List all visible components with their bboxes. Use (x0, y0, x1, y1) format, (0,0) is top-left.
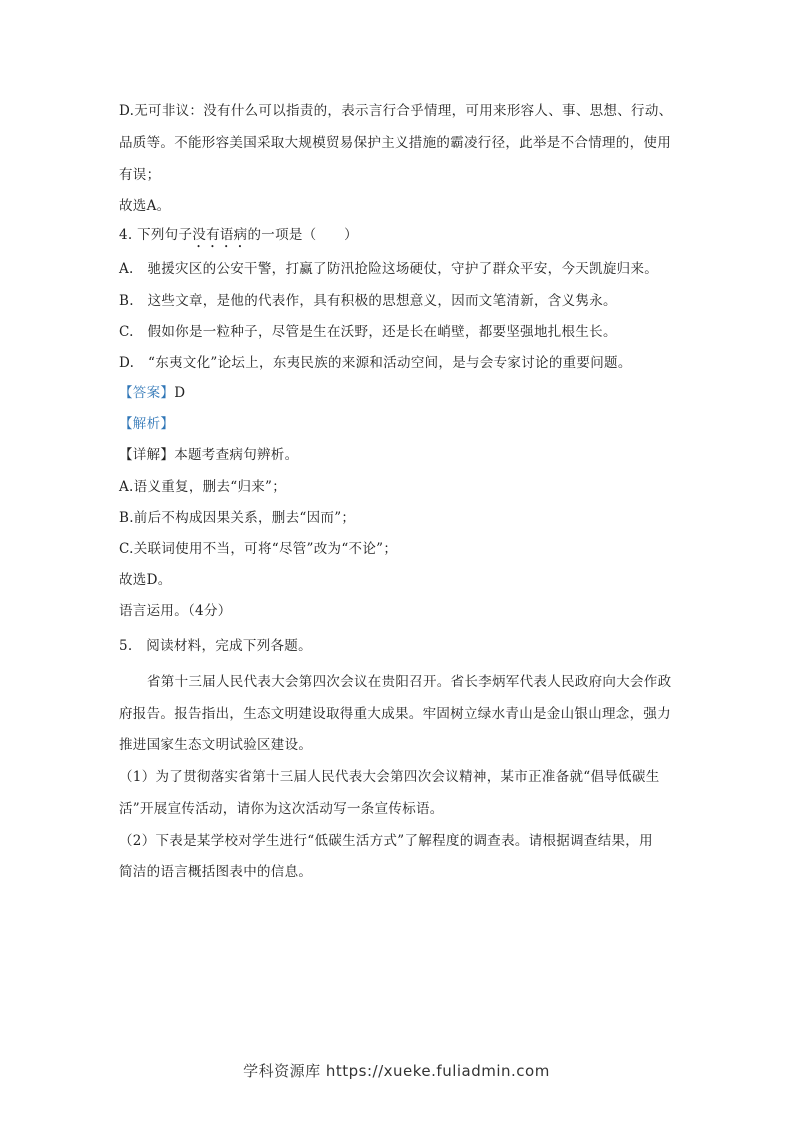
q5-sub2-line-2: 简洁的语言概括图表中的信息。 (119, 864, 313, 880)
q4-conclusion: 故选D。 (119, 572, 172, 588)
q5-sub1-line-2: 活”开展宣传活动，请你为这次活动写一条宣传标语。 (119, 801, 444, 817)
analysis-tag: 【解析】 (119, 416, 175, 432)
d-explain-line-1: D.无可非议：没有什么可以指责的，表示言行合乎情理，可用来形容人、事、思想、行动、 (119, 103, 673, 119)
q4-option-b: B. 这些文章，是他的代表作，具有积极的思想意义，因而文笔清新，含义隽永。 (119, 293, 617, 309)
q4-option-c: C. 假如你是一粒种子，尽管是生在沃野，还是长在峭壁，都要坚强地扎根生长。 (119, 324, 617, 340)
q4-explanation-c: C.关联词使用不当，可将“尽管”改为“不论”； (119, 541, 398, 557)
q4-stem-suffix: 的一项是（ ） (247, 227, 358, 243)
d-explain-conclusion: 故选A。 (119, 198, 171, 214)
q4-explanation-a: A.语义重复，删去“归来”； (119, 479, 287, 495)
q4-option-a: A. 驰援灾区的公安干警，打赢了防汛抢险这场硬仗，守护了群众平安，今天凯旋归来。 (119, 261, 659, 277)
q4-option-d: D. “东夷文化”论坛上，东夷民族的来源和活动空间，是与会专家讨论的重要问题。 (119, 355, 632, 371)
d-explain-line-3: 有误； (119, 167, 161, 183)
q5-material-line-1: 省第十三届人民代表大会第四次会议在贵阳召开。省长李炳军代表人民政府向大会作政 (147, 674, 672, 690)
q5-sub2-line-1: （2）下表是某学校对学生进行“低碳生活方式”了解程度的调查表。请根据调查结果，用 (119, 833, 653, 849)
footer-watermark: 学科资源库 https://xueke.fuliadmin.com (243, 1062, 550, 1080)
q5-sub1-line-1: （1）为了贯彻落实省第十三届人民代表大会第四次会议精神，某市正准备就“倡导低碳生 (119, 769, 660, 785)
answer-value: D (174, 385, 186, 401)
question-5-stem: 5. 阅读材料，完成下列各题。 (119, 638, 312, 654)
answer-tag: 【答案】 (119, 385, 175, 401)
q4-stem-prefix: 4. 下列句子 (119, 227, 193, 243)
q4-explanation-b: B.前后不构成因果关系，删去“因而”； (119, 510, 356, 526)
q4-stem-emphasis: 没有语病 (192, 227, 248, 243)
q4-answer (119, 383, 185, 403)
q4-detail: 【详解】本题考查病句辨析。 (119, 447, 299, 463)
q5-material-line-3: 推进国家生态文明试验区建设。 (119, 737, 313, 753)
question-4-stem (119, 225, 358, 251)
section-title: 语言运用。（4分） (119, 603, 232, 619)
q5-material-line-2: 府报告。报告指出，生态文明建设取得重大成果。牢固树立绿水青山是金山银山理念，强力 (119, 706, 671, 722)
d-explain-line-2: 品质等。不能形容美国采取大规模贸易保护主义措施的霸凌行径，此举是不合情理的，使用 (119, 135, 671, 151)
